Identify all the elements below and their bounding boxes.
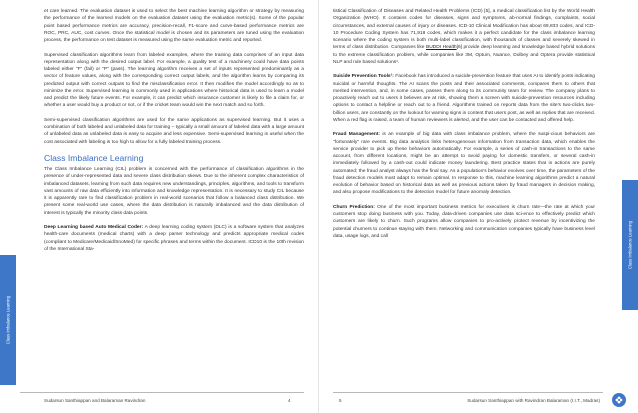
- left-text-column: [44, 8, 304, 253]
- medical-coder-body: A deep learning coding system (DLC) is a software system that analyzes health-care documents (medical charts) with a deep parser technology and predicts appropriate medical codes (compliant to Medicare/Medicaid/SnoMed) for specific phrases and terms within the document. ICD10 is the 10th revision of the International Sta-: [44, 225, 305, 252]
- churn-paragraph: [333, 204, 595, 240]
- footer-authors-right: Sudarsun Santhiappan with Ravindran Balaraman (I.I.T., Madras): [467, 398, 600, 403]
- side-tab-right-text: Class Imbalance Learning: [627, 220, 633, 270]
- icd-paragraph: [333, 8, 595, 66]
- churn-body: One of the most important business metrics for executives is churn rate—the rate at which your customers stop doing business with you. Today, data-driven companies use data sci-ence to effectively predict which customers are likely to churn. Such programs allow companies to pro-actively protect revenue by incentivizing the potential churners to continue staying with them. Networking and communication companies typically have business level data, usage logs, and call: [333, 204, 595, 239]
- suicide-lead: Suicide Prevention Tools¹:: [333, 74, 394, 80]
- medical-coder-paragraph: [44, 224, 304, 253]
- fraud-lead: Fraud Management:: [333, 132, 381, 138]
- buddi-health-link[interactable]: BUDDI Health: [426, 45, 457, 51]
- flower-icon: [615, 396, 623, 404]
- icd-text-2: [6] provide deep learning and knowledge based hybrid solutions to the extreme classification problem, while companies like 3M, Optum, Nuance, Dolbey and Optera provide statistical NLP and rule based solutions¹.: [333, 45, 596, 65]
- icd-text-1: tistical Classification of Diseases and Related Health Problems (ICD) [5], a medical classification list by the World Health Organization (WHO). It contains codes for diseases, signs and symptoms, ab-normal findings, complaints, social circumstances, and external causes of injury or diseases. ICD-10 Clinical Modification has about 69,833 codes, and ICD-10 Procedure Coding System has 71,918 codes, which makes it a perfect candidate for the class imbalance learning scenario where the coding system is both multi-label classification, with thousands of classes and severely skewed in terms of class distribution. Companies like: [333, 9, 595, 51]
- medical-coder-lead: Deep Learning based Auto Medical Coder:: [44, 225, 144, 230]
- cil-paragraph: The Class Imbalance Learning (CIL) problem is concerned with the performance of classification algorithms in the presence of under-represented data and severe class distribution skews. Due to the inherent complex characteristics of imbalanced datasets, learning from such data requires new understandings, principles, algorithms, and tools to transform vast amounts of raw data efficiently into information and knowledge representation. It is necessary to study CIL because it is apparently rare to find classification problem in real-world scenarios that follow a balanced class distribution. We present some real-world use cases, where the data distribution is naturally imbalanced and the data distribution of interest is typically the minority class data points.: [44, 167, 304, 216]
- side-tab-left-text: Class Imbalance Learning: [5, 295, 11, 345]
- footer-authors-left: Sudarsun Santhiappan and Balaraman Ravindran: [44, 398, 146, 403]
- page-number-right: 5: [339, 398, 342, 403]
- supervised-paragraph: Supervised classification algorithms learn from labeled examples, where the training data comprises of an input data representation along with the desired output label. For example, a quality test of a machinery could have data points labeled either "F" (fail) or "P" (pass). The learning algorithm receives a set of inputs represented predominantly as a vector of feature values, along with the corresponding correct output labels, and the algorithm learns by comparing its predicted output with correct outputs to find the misclassification error. It then modifies the model accordingly so as to minimize the error. Supervised learning is commonly used in applications where historical data is used to learn a model and predict the likely future events. For example, it can predict which insurance customer is likely to file a claim for, or whether a user would buy a product or not, or if the cricket team would win the next match and so forth.: [44, 52, 304, 109]
- footer-rule-right: [333, 392, 603, 393]
- semi-supervised-paragraph: Semi-supervised classification algorithms are used for the same applications as supervised learning. But it uses a combination of both labeled and unlabeled data for training – typically a small amount of labeled data with a large amount of unlabeled data as unlabeled data is easy to acquire and less expensive. Semi-supervised learning is useful when the cost associated with labeling is too high to allow for a fully labeled training process.: [44, 117, 304, 145]
- footer-rule-left: [20, 392, 304, 393]
- fraud-paragraph: [333, 131, 595, 196]
- side-tab-left: [0, 255, 16, 385]
- evaluation-paragraph: et care learned. The evaluation dataset is used to select the best machine learning algorithm or strategy by measuring the performance of the learned models on the evaluation dataset using the evaluation metric(s). Some of the popular point based performance metrics are accuracy, precision-recall, F1-score and curve-based performance metrics are ROC, PRC, AUC, cost curves. Once the statistical model is chosen and its parameters are tuned using the evaluation process, the performance on test dataset is measured using the same evaluation metric and reported.: [44, 9, 304, 43]
- suicide-body: Facebook has introduced a suicide-prevention feature that uses AI to identify posts indicating suicidal or harmful thoughts. The AI scans the posts and their associated comments, compares them to others that merited intervention, and, in some cases, passes them along to its community team for review. The company plans to proactively reach out to users it believes are at risk, showing them a screen with suicide-prevention resources including options to contact a helpline or reach out to a friend. Algorithms trained on reports data from the site's two-clicks two-billion users, are constantly on the lookout for warning signs in content that users post, as well as replies that are received. When a red flag is raised, a team of human reviewers is alerted, and the user can be contacted and offered help.: [333, 74, 595, 123]
- fraud-body: is an example of big data with class imbalance problem, where the suspi-cious behaviors are "fortunately" rare events. Big data analytics links heterogeneous information from transaction data, which enables the service provider to pick up these behaviors automatically. For example, a series of cash-in transactions to the same account, from different locations, might be an attempt to avoid paying for domestic transfers, or several cash-in immediately followed by a cash-out could indicate money laundering. Best practice states that in actions are purely automated; the fraud analyst always has the final say. As a population's behavior evolves over time, the parameters of the fraud detection models must adapt to remain optimal. In response to this, machine learning algorithms predict a natural evolution of behavior based on historical data as well as previous actions taken by fraud managers in decision making, and also propose modifications to the detection model for future anomaly detection.: [333, 132, 595, 196]
- side-tab-right: [622, 180, 638, 310]
- page-number-left: 4: [288, 398, 291, 403]
- section-heading: Class Imbalance Learning: [44, 153, 144, 163]
- right-text-column: [333, 8, 595, 240]
- suicide-paragraph: [333, 73, 595, 124]
- publisher-logo: [612, 393, 626, 407]
- churn-lead: Churn Prediction:: [333, 204, 375, 210]
